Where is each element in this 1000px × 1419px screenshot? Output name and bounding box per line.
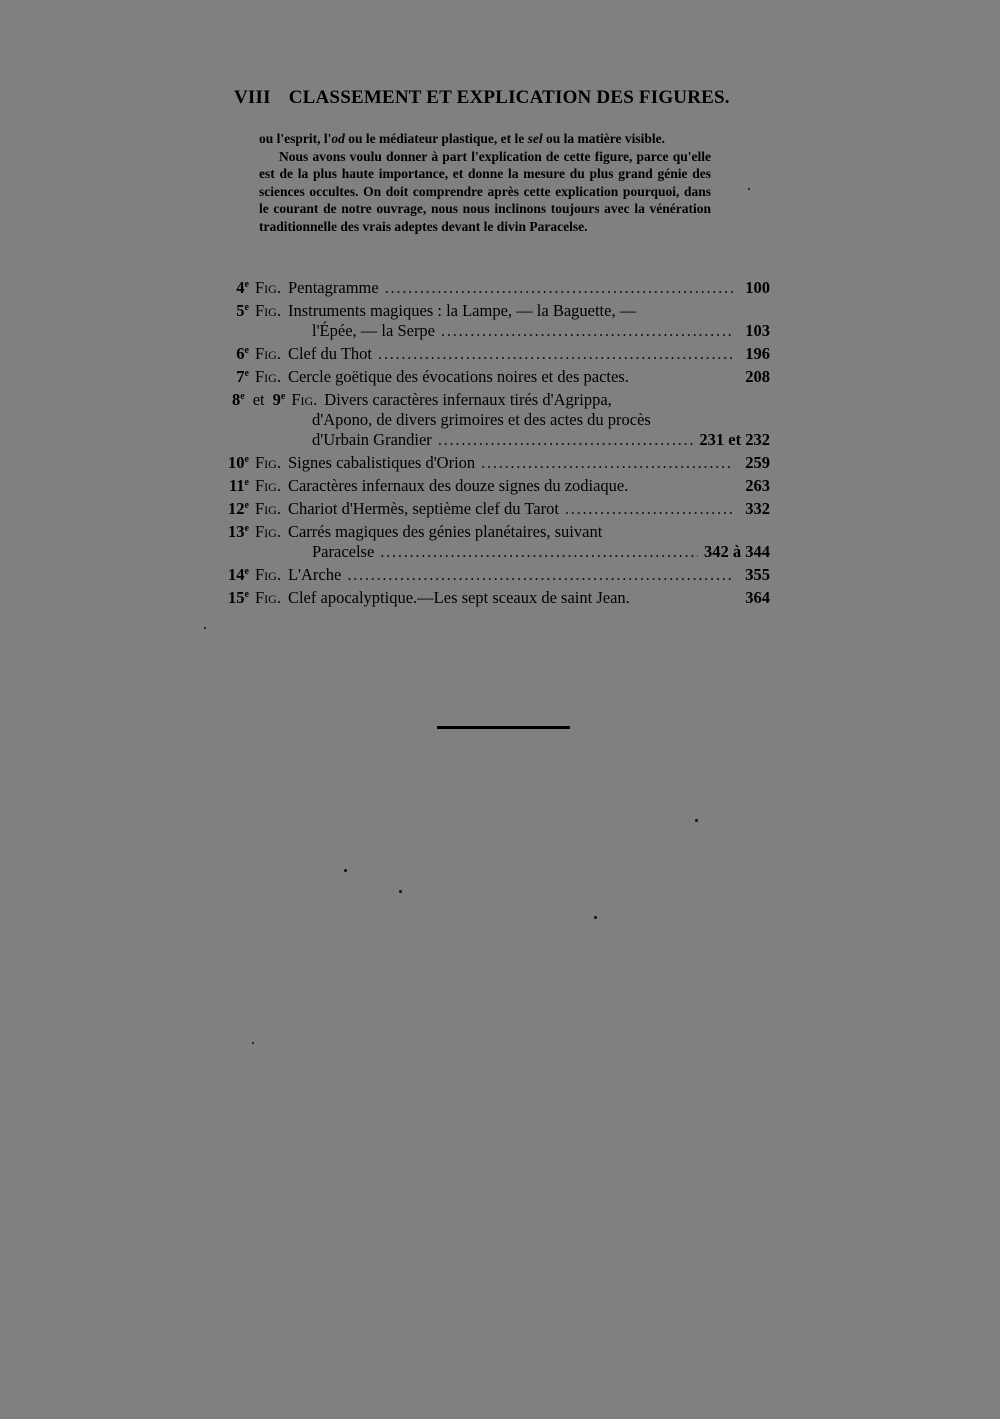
note-paragraph-1: ou l'esprit, l'od ou le médiateur plastique, et le sel ou la matière visible. — [259, 131, 666, 146]
print-speck — [204, 627, 206, 629]
list-item-continuation: Paracelse . . . 342 à 344 — [228, 542, 770, 562]
page-number: 355 — [745, 565, 770, 584]
print-speck — [252, 1042, 254, 1044]
page-number: 263 — [745, 476, 770, 495]
list-item: 6e Fig. Clef du Thot . . . 196 — [228, 341, 770, 364]
page-number: 208 — [745, 367, 770, 386]
figure-list — [228, 275, 770, 608]
page-number: 103 — [745, 321, 770, 340]
print-speck — [399, 890, 402, 893]
list-item-continuation: d'Urbain Grandier . . . 231 et 232 — [228, 430, 770, 450]
dot-leader — [565, 499, 734, 519]
page-number: 342 à 344 — [704, 542, 770, 561]
note-paragraph-2: Nous avons voulu donner à part l'explication de cette figure, parce qu'elle est de la plus haute importance, et donne la mesure du plus grand génie des sciences occultes. On doit comprendre après cette explication pourquoi, dans le courant de notre ouvrage, nous nous inclinons toujours avec la vénération traditionnelle des vrais adeptes devant le divin Paracelse. — [259, 148, 711, 234]
list-item-continuation: d'Apono, de divers grimoires et des actes du procès — [312, 410, 651, 429]
dot-leader — [438, 430, 694, 450]
page-number: 364 — [745, 588, 770, 607]
print-speck — [594, 916, 597, 919]
list-item: 4e Fig. Pentagramme . . . 100 — [228, 275, 770, 298]
dot-leader — [378, 344, 734, 364]
figure-note — [259, 130, 711, 236]
list-item: 7e Fig. Cercle goëtique des évocations noires et des pactes. 208 — [236, 367, 770, 386]
page-number: 231 et 232 — [699, 430, 770, 449]
dot-leader — [385, 278, 734, 298]
print-speck — [695, 819, 698, 822]
page-number: 196 — [745, 344, 770, 363]
dot-leader — [347, 565, 734, 585]
list-item: 14e Fig. L'Arche . . . 355 — [228, 562, 770, 585]
page-number: 332 — [745, 499, 770, 518]
list-item: 8e et 9e Fig. Divers caractères infernaux tirés d'Agrippa, — [232, 390, 612, 409]
dot-leader — [441, 321, 734, 341]
page-number: 259 — [745, 453, 770, 472]
list-item: 10e Fig. Signes cabalistiques d'Orion . . . 259 — [228, 450, 770, 473]
end-rule — [437, 726, 570, 729]
page-folio: VIII — [234, 87, 271, 108]
list-item: 15e Fig. Clef apocalyptique.—Les sept sceaux de saint Jean. 364 — [228, 588, 770, 607]
dot-leader — [380, 542, 698, 562]
print-speck — [344, 869, 347, 872]
list-item: 13e Fig. Carrés magiques des génies planétaires, suivant — [228, 522, 603, 541]
list-item-continuation: l'Épée, — la Serpe . . . 103 — [228, 321, 770, 341]
page-number: 100 — [745, 278, 770, 297]
running-header — [234, 87, 730, 109]
list-item: 12e Fig. Chariot d'Hermès, septième clef du Tarot . . . 332 — [228, 496, 770, 519]
dot-leader — [481, 453, 734, 473]
list-item: 11e Fig. Caractères infernaux des douze signes du zodiaque. 263 — [228, 476, 770, 495]
running-title: CLASSEMENT ET EXPLICATION DES FIGURES. — [288, 87, 730, 108]
list-item: 5e Fig. Instruments magiques : la Lampe, — la Baguette, — — [236, 301, 637, 320]
print-speck — [748, 188, 750, 190]
